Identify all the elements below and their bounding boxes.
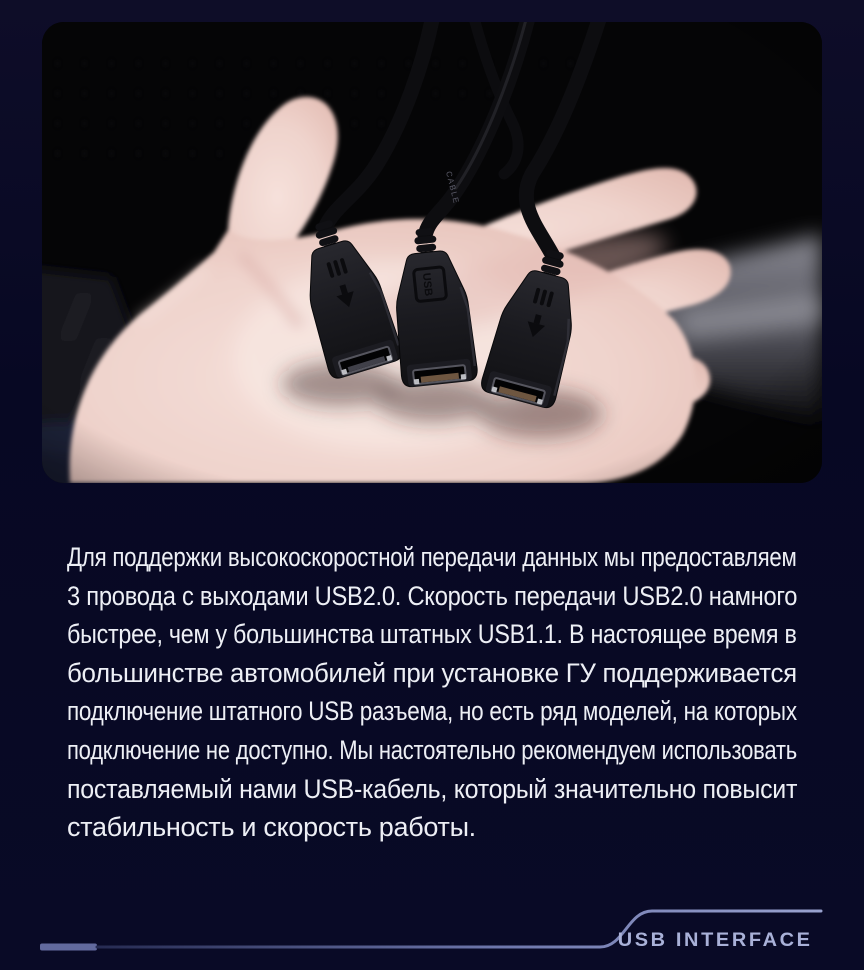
description-line: большинстве автомобилей при установке ГУ поддерживается bbox=[67, 657, 797, 688]
description-line: 3 провода с выходами USB2.0. Скорость передачи USB2.0 намного bbox=[67, 580, 798, 611]
description-line: поставляемый нами USB-кабель, который значительно повысит bbox=[67, 773, 798, 804]
description-line: быстрее, чем у большинства штатных USB1.1. В настоящее время в bbox=[67, 619, 797, 650]
description-line: подключение штатного USB разъема, но есть ряд моделей, на которых bbox=[67, 696, 797, 727]
description-line: Для поддержки высокоскоростной передачи данных мы предоставляем bbox=[67, 542, 797, 572]
footer-line-cap bbox=[40, 944, 97, 951]
description-line: стабильность и скорость работы. bbox=[67, 812, 476, 843]
description-paragraph bbox=[67, 538, 797, 847]
description-line: подключение не доступно. Мы настоятельно рекомендуем использовать bbox=[67, 734, 797, 765]
product-photo-illustration bbox=[42, 22, 822, 483]
product-photo bbox=[42, 22, 822, 483]
photo-vignette bbox=[42, 22, 822, 483]
footer-label: USB INTERFACE bbox=[618, 930, 813, 951]
